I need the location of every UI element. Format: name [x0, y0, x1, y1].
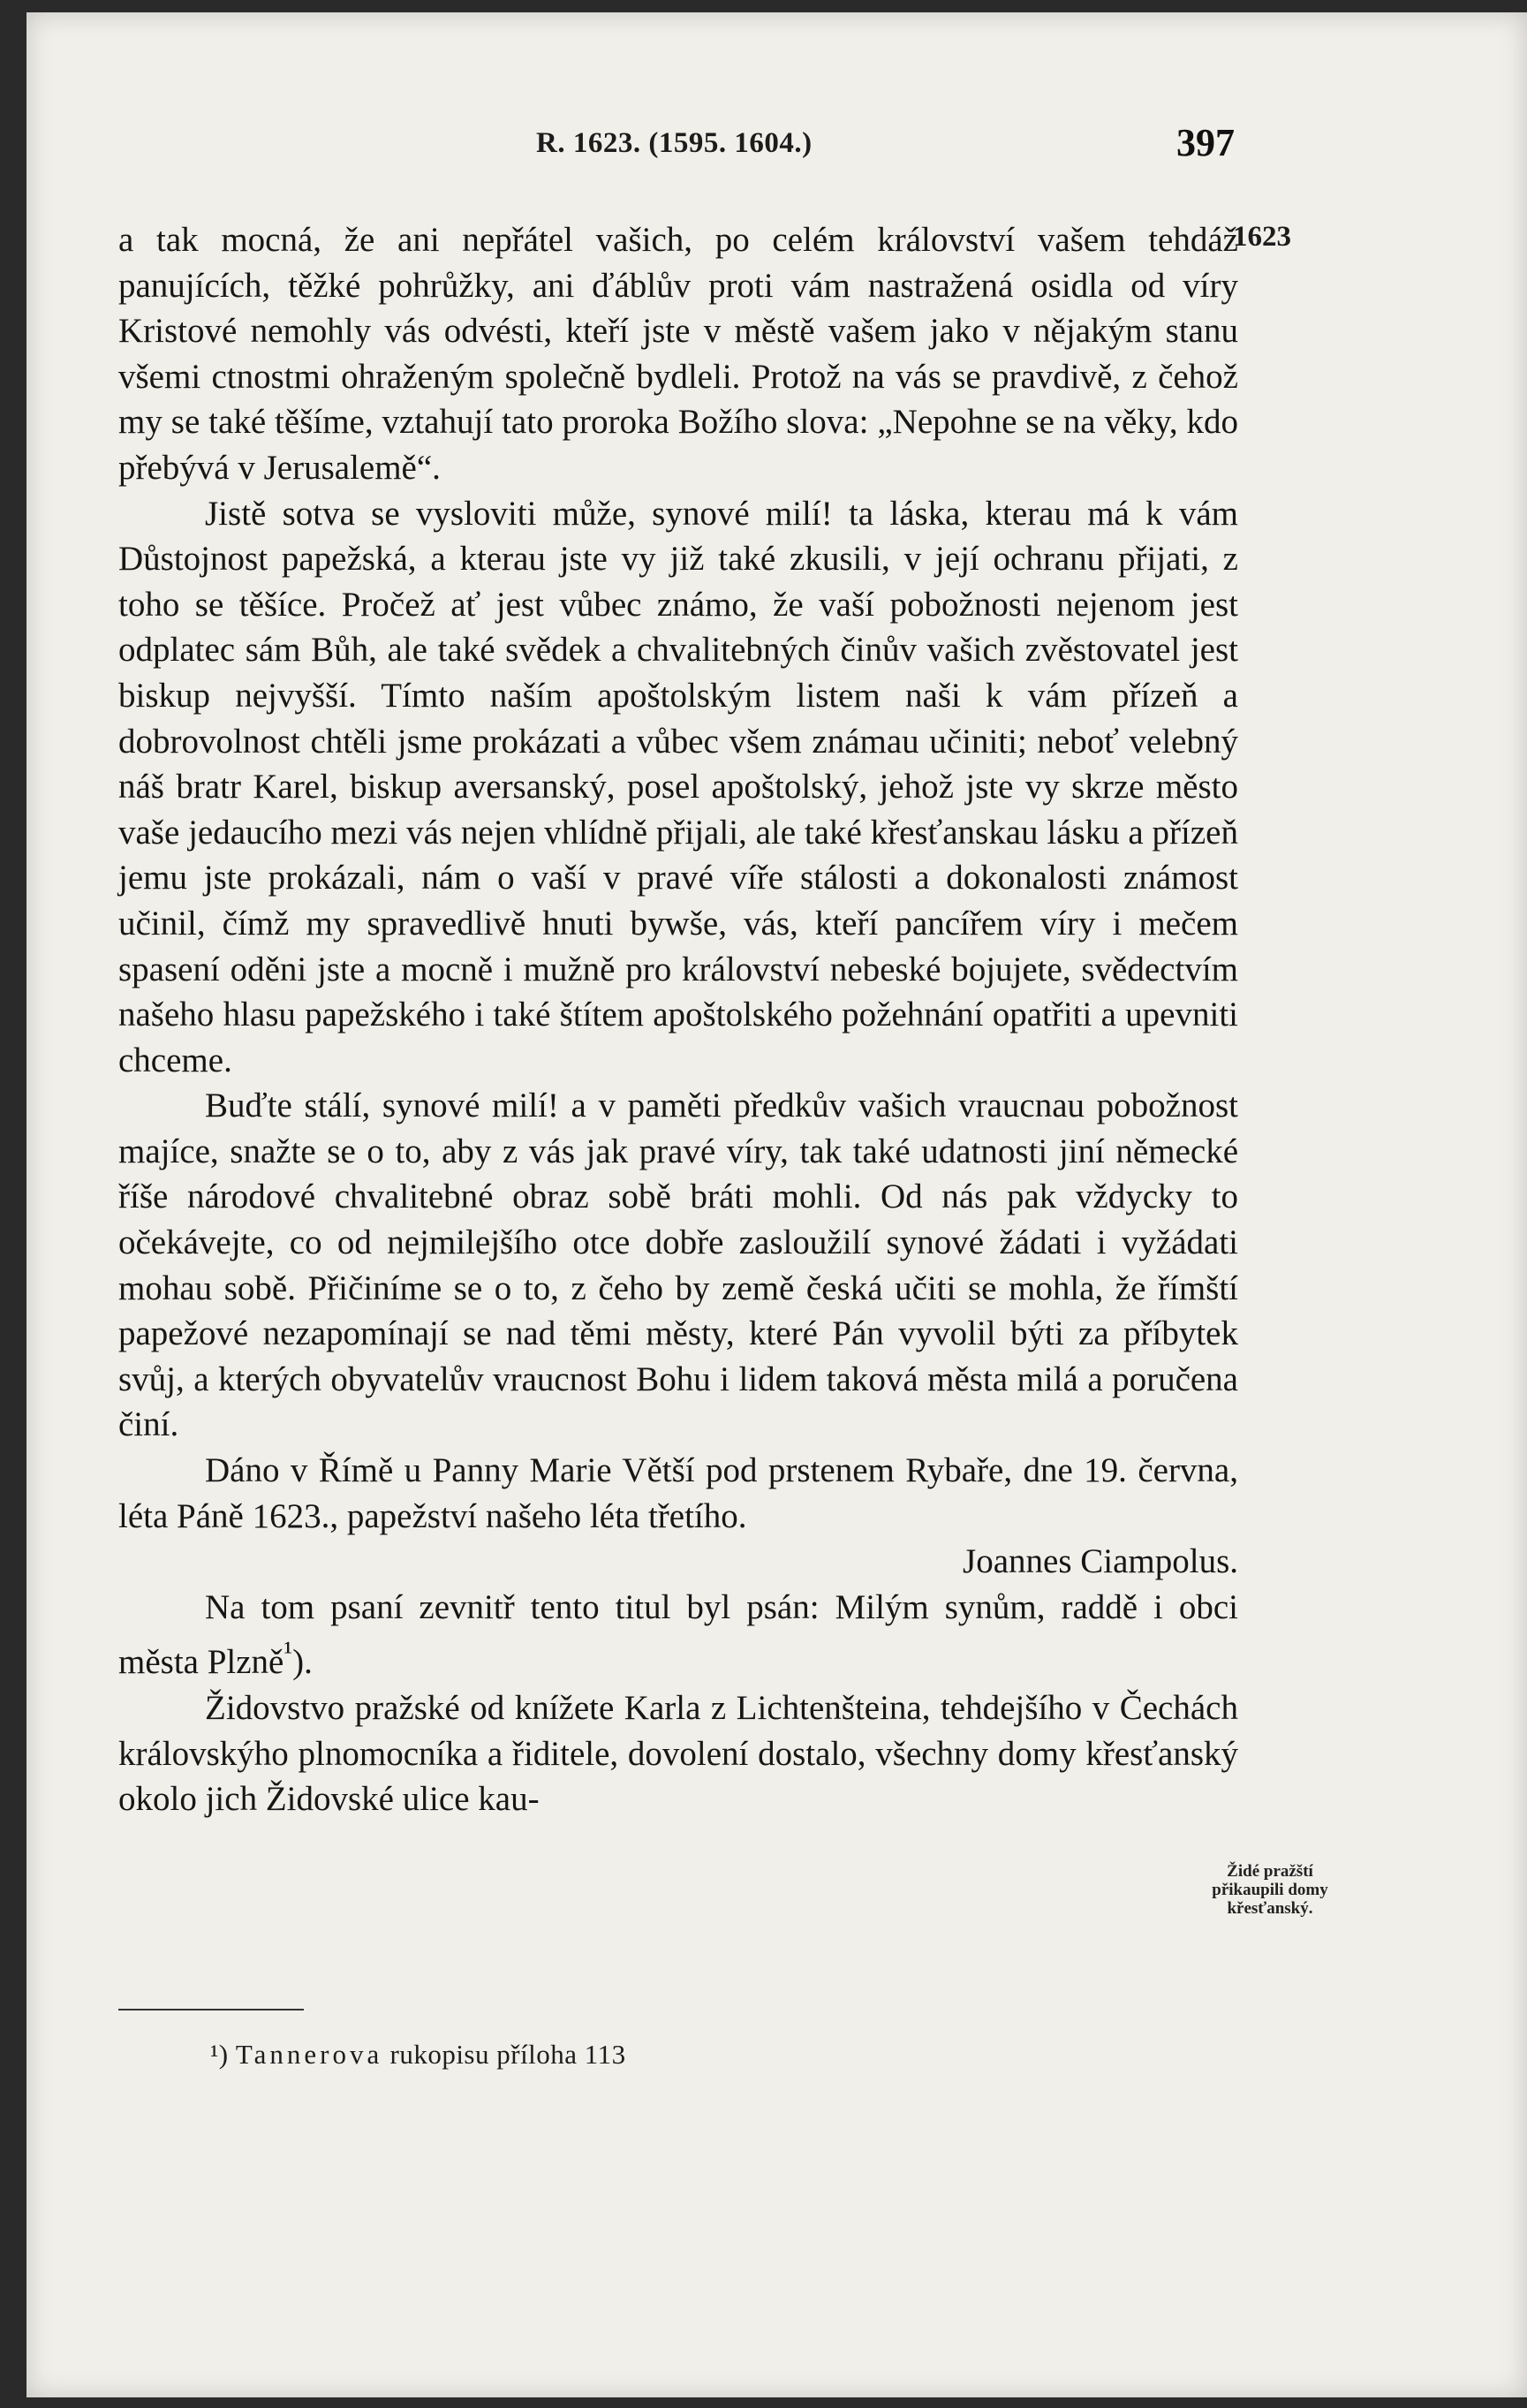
paragraph-title [118, 1585, 1238, 1685]
title-close: ). [292, 1643, 313, 1682]
running-head: R. 1623. (1595. 1604.) [536, 127, 813, 159]
paragraph-2: Jistě sotva se vysloviti může, synové milí! ta láska, kterau má k vám Důstojnost papežská, a kterau jste vy již také zkusili, v její ochranu přijati, z toho se těšíce. Pročež ať jest vůbec známo, že vaší pobožnosti nejenom jest odplatec sám Bůh, ale také svědek a chvalitebných činův vašich zvěstovatel jest biskup nejvyšší. Tímto naším apoštolským listem naši k vám přízeň a dobrovolnost chtěli jsme prokázati a vůbec všem známau učiniti; neboť velebný náš bratr Karel, biskup aversanský, posel apoštolský, jehož jste vy skrze město vaše jedaucího mezi vás nejen vhlídně přijali, ale také křesťanskau lásku a přízeň jemu jste prokázali, nám o vaší v pravé víře stálosti a dokonalosti známost učinil, čímž my spravedlivě hnuti bywše, vás, kteří pancířem víry i mečem spasení oděni jste a mocně i mužně pro království nebeské bojujete, svědectvím našeho hlasu papežského i také štítem apoštolského požehnání opatřiti a upevniti chceme. [118, 494, 1238, 1079]
page-number: 397 [1176, 121, 1235, 164]
footnote-mark: ¹) [210, 2039, 229, 2070]
paragraph-4: Dáno v Římě u Panny Marie Větší pod prstenem Rybaře, dne 19. června, léta Páně 1623., papežství našeho léta třetího. [118, 1451, 1238, 1535]
paragraph-1: a tak mocná, že ani nepřátel vašich, po celém království vašem tehdáž panujících, těžké pohrůžky, ani ďáblův proti vám nastražená osidla od víry Kristové nemohly vás odvésti, kteří jste v městě vašem jako v nějakým stanu všemi ctnostmi ohraženým společně bydleli. Protož na vás se pravdivě, z čehož my se také těšíme, vztahují tato proroka Božího slova: „Nepohne se na věky, kdo přebývá v Jerusalemě“. [118, 221, 1238, 487]
footnote-ref: ¹ [283, 1636, 293, 1669]
title-text: Na tom psaní zevnitř tento titul byl psán: Milým synům, raddě i obci města Plzně [118, 1587, 1238, 1682]
footnote [210, 2039, 626, 2071]
footnote-divider [118, 2009, 304, 2010]
paragraph-3: Buďte stálí, synové milí! a v paměti předkův vašich vraucnau pobožnost majíce, snažte se o to, aby z vás jak pravé víry, tak také udatnosti jiní německé říše národové chvalitebné obraz sobě bráti mohli. Od nás pak vždycky to očekávejte, co od nejmilejšího otce dobře zasloužilí synové žádati i vyžádati mohau sobě. Přičiníme se o to, z čeho by země česká učiti se mohla, že římští papežové nezapomínají se nad těmi městy, které Pán vyvolil býti za příbytek svůj, a kterých obyvatelův vraucnost Bohu i lidem taková města milá a poručena činí. [118, 1087, 1238, 1444]
book-page [26, 12, 1527, 2397]
margin-year: 1623 [1233, 221, 1291, 253]
signature: Joannes Ciampolus. [963, 1542, 1238, 1581]
footnote-author: Tannerova [235, 2039, 383, 2070]
page-header [122, 120, 1235, 173]
footnote-text: rukopisu příloha 113 [389, 2039, 626, 2070]
body-text [118, 217, 1238, 1822]
margin-note: Židé pražští přikaupili domy křesťanský. [1212, 1862, 1328, 1918]
paragraph-jews: Židovstvo pražské od knížete Karla z Lichtenšteina, tehdejšího v Čechách královskýho plnomocníka a řiditele, dovolení dostalo, všechny domy křesťanský okolo jich Židovské ulice kau- [118, 1689, 1238, 1819]
